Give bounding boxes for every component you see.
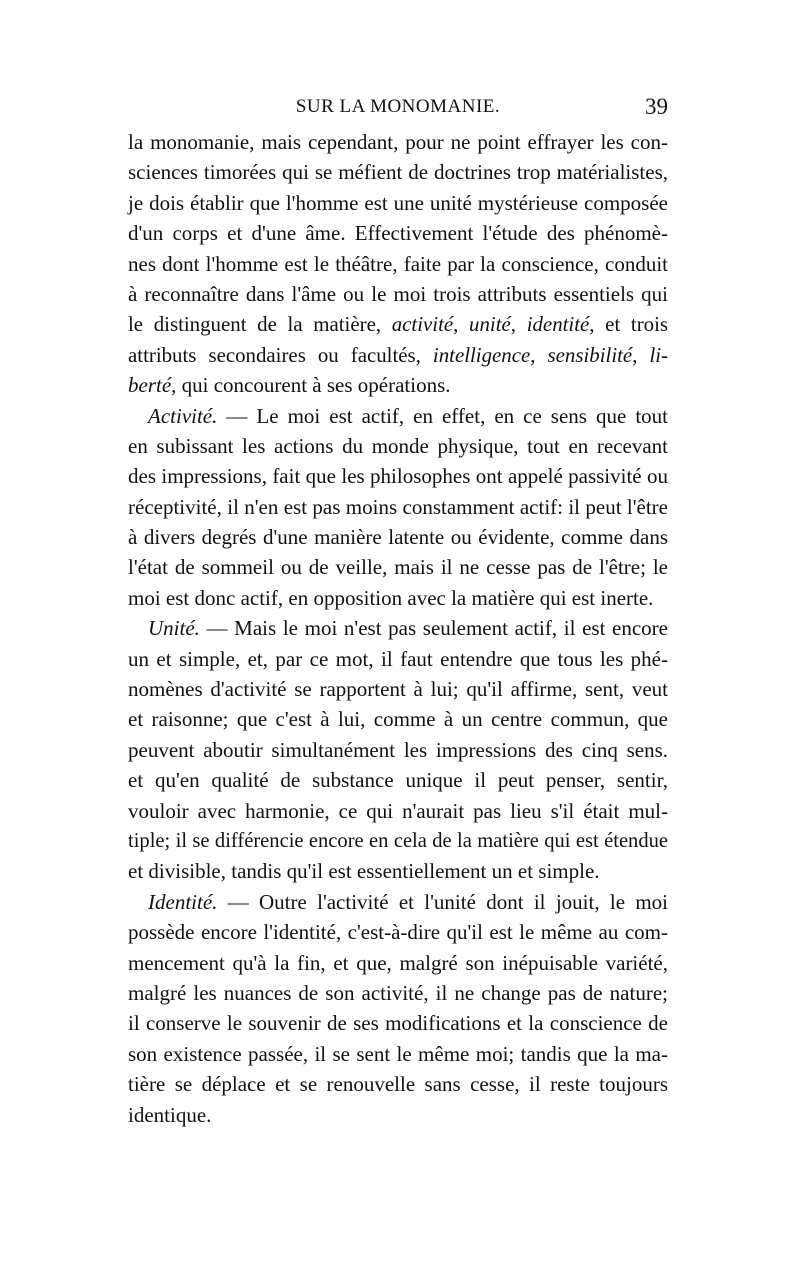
section-heading-line: Activité. — Le moi est actif, en effet, en ce sens que tout xyxy=(148,403,668,428)
text-line: vouloir avec harmonie, ce qui n'aurait pas lieu s'il était mul- xyxy=(128,798,668,823)
italic-term: sensibilité xyxy=(547,342,633,367)
italic-term: intelligence xyxy=(432,342,531,367)
text-line: tiple; il se différencie encore en cela de la matière qui est étendue xyxy=(128,829,668,852)
text-line: et qu'en qualité de substance unique il peut penser, sentir, xyxy=(128,768,668,793)
text-line: réceptivité, il n'en est pas moins constamment actif: il peut l'être xyxy=(128,494,668,519)
text-line: nomènes d'activité se rapportent à lui; qu'il affirme, sent, veut xyxy=(128,677,668,702)
text-line: et raisonne; que c'est à lui, comme à un centre commun, que xyxy=(128,707,668,732)
text-line: d'un corps et d'une âme. Effectivement l'étude des phénomè- xyxy=(128,221,668,246)
text-line: et divisible, tandis qu'il est essentiellement un et simple. xyxy=(128,859,600,884)
section-term-activite: Activité. xyxy=(148,403,218,428)
text-line: l'état de sommeil ou de veille, mais il ne cesse pas de l'être; le xyxy=(128,555,668,580)
text-line: un et simple, et, par ce mot, il faut entendre que tous les phé- xyxy=(128,646,668,671)
italic-term: activité xyxy=(391,312,454,337)
text-line: peuvent aboutir simultanément les impressions des cinq sens. xyxy=(128,737,668,762)
text-line: des impressions, fait que les philosophes ont appelé passivité ou xyxy=(128,464,668,489)
text-line: possède encore l'identité, c'est-à-dire qu'il est le même au com- xyxy=(128,920,668,945)
text-line: attributs secondaires ou facultés, intelligence, sensibilité, li- xyxy=(128,342,668,367)
section-term-identite: Identité. xyxy=(148,889,218,914)
running-title: SUR LA MONOMANIE. xyxy=(295,96,501,117)
italic-term: identité xyxy=(526,312,590,337)
text-line: nes dont l'homme est le théâtre, faite par la conscience, conduit xyxy=(128,251,668,276)
text-line: à divers degrés d'une manière latente ou évidente, comme dans xyxy=(128,525,668,550)
section-term-unite: Unité. xyxy=(148,616,200,641)
text-line: tière se déplace et se renouvelle sans cesse, il reste toujours xyxy=(128,1072,668,1097)
page-number: 39 xyxy=(645,94,668,119)
italic-term: li- xyxy=(649,342,668,367)
section-heading-line: Identité. — Outre l'activité et l'unité dont il jouit, le moi xyxy=(148,889,668,914)
body-text xyxy=(128,127,668,1130)
text-line: la monomanie, mais cependant, pour ne point effrayer les con- xyxy=(128,130,668,154)
text-line: moi est donc actif, en opposition avec la matière qui est inerte. xyxy=(128,585,654,610)
text-line: berté, qui concourent à ses opérations. xyxy=(128,373,451,398)
text-line: malgré les nuances de son activité, il ne change pas de nature; xyxy=(128,980,668,1005)
text-line: son existence passée, il se sent le même moi; tandis que la ma- xyxy=(128,1041,668,1066)
text-line: en subissant les actions du monde physique, tout en recevant xyxy=(128,433,668,458)
text-line: mencement qu'à la fin, et que, malgré son inépuisable variété, xyxy=(128,950,668,975)
text-line: sciences timorées qui se méfient de doctrines trop matérialistes, xyxy=(128,160,668,185)
running-head xyxy=(128,92,668,122)
italic-term: unité xyxy=(469,312,511,337)
section-heading-line: Unité. — Mais le moi n'est pas seulement actif, il est encore xyxy=(148,616,668,641)
text-line: il conserve le souvenir de ses modifications et la conscience de xyxy=(128,1011,668,1036)
text-line: identique. xyxy=(128,1102,212,1127)
text-line: le distinguent de la matière, activité, unité, identité, et trois xyxy=(128,312,669,337)
text-line: je dois établir que l'homme est une unité mystérieuse composée xyxy=(128,190,668,215)
italic-term: berté xyxy=(128,373,172,398)
text-line: à reconnaître dans l'âme ou le moi trois attributs essentiels qui xyxy=(128,281,668,306)
